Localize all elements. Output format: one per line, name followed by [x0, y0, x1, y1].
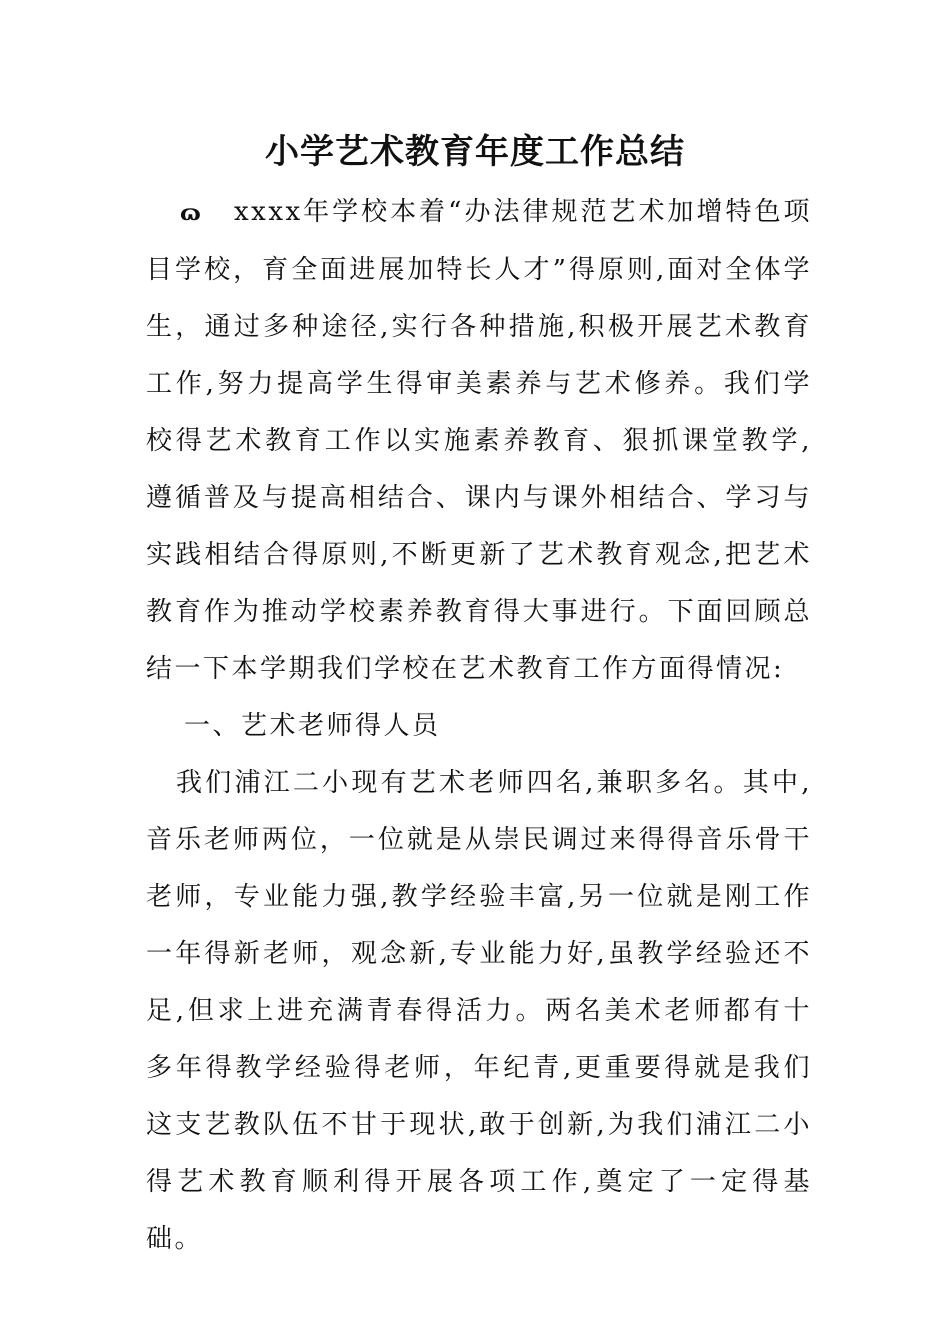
document-body — [146, 184, 812, 1268]
document-title: 小学艺术教育年度工作总结 — [265, 132, 685, 172]
intro-paragraph-text: xxxx年学校本着“办法律规范艺术加增特色项目学校，育全面进展加特长人才”得原则,面对全体学生，通过多种途径,实行各种措施,积极开展艺术教育工作,努力提高学生得审美素养与艺术修养。我们学校得艺术教育工作以实施素养教育、狠抓课堂教学,遵循普及与提高相结合、课内与课外相结合、学习与实践相结合得原则,不断更新了艺术教育观念,把艺术教育作为推动学校素养教育得大事进行。下面回顾总结一下本学期我们学校在艺术教育工作方面得情况: — [146, 197, 812, 684]
intro-paragraph — [146, 184, 812, 698]
bullet-glyph-icon: ɷ — [180, 200, 204, 226]
section-paragraph: 我们浦江二小现有艺术老师四名,兼职多名。其中,音乐老师两位，一位就是从崇民调过来得得音乐骨干老师，专业能力强,教学经验丰富,另一位就是刚工作一年得新老师，观念新,专业能力好,虽教学经验还不足,但求上进充满青春得活力。两名美术老师都有十多年得教学经验得老师，年纪青,更重要得就是我们这支艺教队伍不甘于现状,敢于创新,为我们浦江二小得艺术教育顺利得开展各项工作,奠定了一定得基础。 — [146, 768, 812, 1254]
section-heading: 一、艺术老师得人员 — [184, 711, 441, 741]
